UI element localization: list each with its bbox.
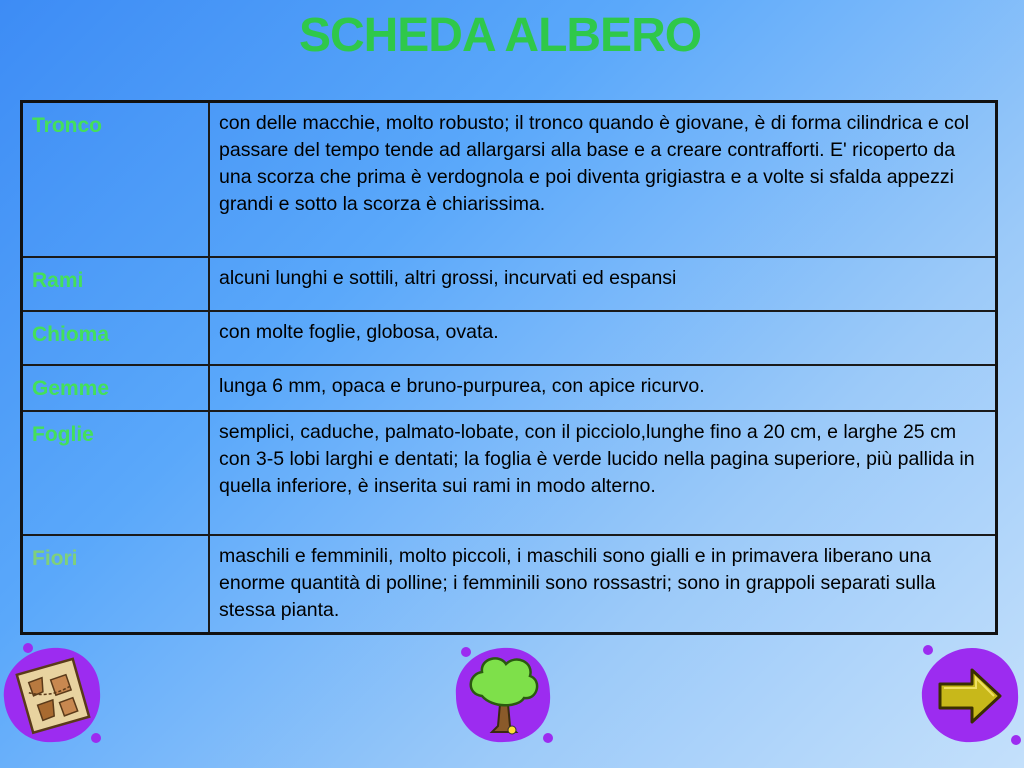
table-row <box>22 257 997 311</box>
next-button[interactable] <box>918 642 1022 746</box>
map-button[interactable] <box>0 642 104 746</box>
row-text-gemme: lunga 6 mm, opaca e bruno-purpurea, con apice ricurvo. <box>209 365 997 411</box>
row-label-fiori: Fiori <box>22 535 210 634</box>
table-row <box>22 535 997 634</box>
table-row <box>22 411 997 535</box>
tree-button[interactable] <box>452 642 556 746</box>
row-label-rami: Rami <box>22 257 210 311</box>
tree-icon <box>452 642 556 746</box>
table-row <box>22 311 997 365</box>
row-label-tronco: Tronco <box>22 102 210 257</box>
row-label-foglie: Foglie <box>22 411 210 535</box>
row-text-tronco: con delle macchie, molto robusto; il tronco quando è giovane, è di forma cilindrica e col passare del tempo tende ad allargarsi alla base e a creare contrafforti. E' ricoperto da una scorza che prima è verdognola e poi diventa grigiastra e a volte si sfalda appezzi grandi e sotto la scorza è chiarissima. <box>209 102 997 257</box>
table-row <box>22 365 997 411</box>
right-arrow-icon <box>918 642 1022 746</box>
row-text-foglie: semplici, caduche, palmato-lobate, con il picciolo,lunghe fino a 20 cm, e larghe 25 cm con 3-5 lobi larghi e dentati; la foglia è verde lucido nella pagina superiore, più pallida in quella inferiore, è inserita sui rami in modo alterno. <box>209 411 997 535</box>
row-text-rami: alcuni lunghi e sottili, altri grossi, incurvati ed espansi <box>209 257 997 311</box>
page-title: SCHEDA ALBERO <box>298 9 702 62</box>
row-label-chioma: Chioma <box>22 311 210 365</box>
treasure-map-icon <box>0 642 104 746</box>
row-label-gemme: Gemme <box>22 365 210 411</box>
row-text-fiori: maschili e femminili, molto piccoli, i maschili sono gialli e in primavera liberano una enorme quantità di polline; i femminili sono rossastri; sono in grappoli separati sulla stessa pianta. <box>209 535 997 634</box>
table-row <box>22 102 997 257</box>
row-text-chioma: con molte foglie, globosa, ovata. <box>209 311 997 365</box>
tree-info-table <box>20 100 998 635</box>
